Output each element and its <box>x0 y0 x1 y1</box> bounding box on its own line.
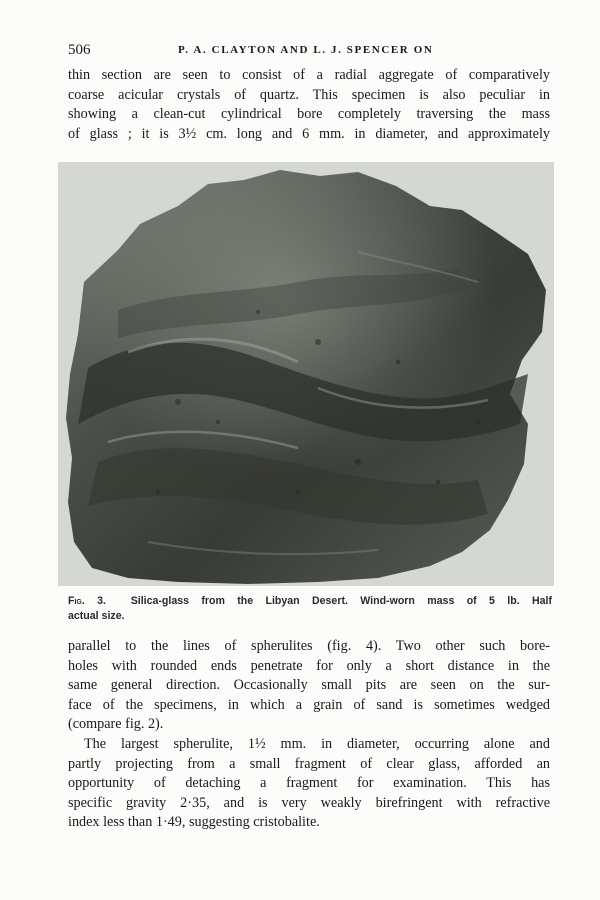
caption-line <box>68 594 552 609</box>
text-line: coarse acicular crystals of quartz. This specimen is also peculiar in <box>68 86 550 103</box>
text-line: specific gravity 2·35, and is very weakly birefringent with refractive <box>68 794 550 811</box>
silica-glass-image <box>58 162 554 586</box>
text-line: opportunity of detaching a fragment for examination. This has <box>68 775 550 792</box>
running-head <box>68 42 552 60</box>
running-title: P. A. CLAYTON AND L. J. SPENCER ON <box>178 44 434 56</box>
figure-label: Fig. 3. <box>68 595 106 607</box>
text-line: face of the specimens, in which a grain of sand is sometimes wedged <box>68 696 550 713</box>
text-line: holes with rounded ends penetrate for only a short distance in the <box>68 657 550 674</box>
text-line: index less than 1·49, suggesting cristobalite. <box>68 814 320 831</box>
figure-caption <box>68 594 552 624</box>
text-line: parallel to the lines of spherulites (fig. 4). Two other such bore- <box>68 638 550 654</box>
paragraph-bottom <box>68 637 550 833</box>
page-number: 506 <box>68 42 91 58</box>
paragraph-top <box>68 66 550 144</box>
rock-photograph <box>58 162 554 586</box>
caption-text: Silica-glass from the Libyan Desert. Wind-worn mass of 5 lb. Half <box>130 595 553 607</box>
text-line: partly projecting from a small fragment of clear glass, afforded an <box>68 755 550 772</box>
text-line: The largest spherulite, 1½ mm. in diameter, occurring alone and <box>84 735 550 752</box>
text-line: thin section are seen to consist of a radial aggregate of comparatively <box>68 67 550 83</box>
text-line: of glass ; it is 3½ cm. long and 6 mm. in diameter, and approximately <box>68 125 550 142</box>
text-line: showing a clean-cut cylindrical bore completely traversing the mass <box>68 106 550 123</box>
caption-line: actual size. <box>68 610 125 622</box>
text-line: (compare fig. 2). <box>68 716 164 733</box>
text-line: same general direction. Occasionally small pits are seen on the sur- <box>68 677 550 694</box>
